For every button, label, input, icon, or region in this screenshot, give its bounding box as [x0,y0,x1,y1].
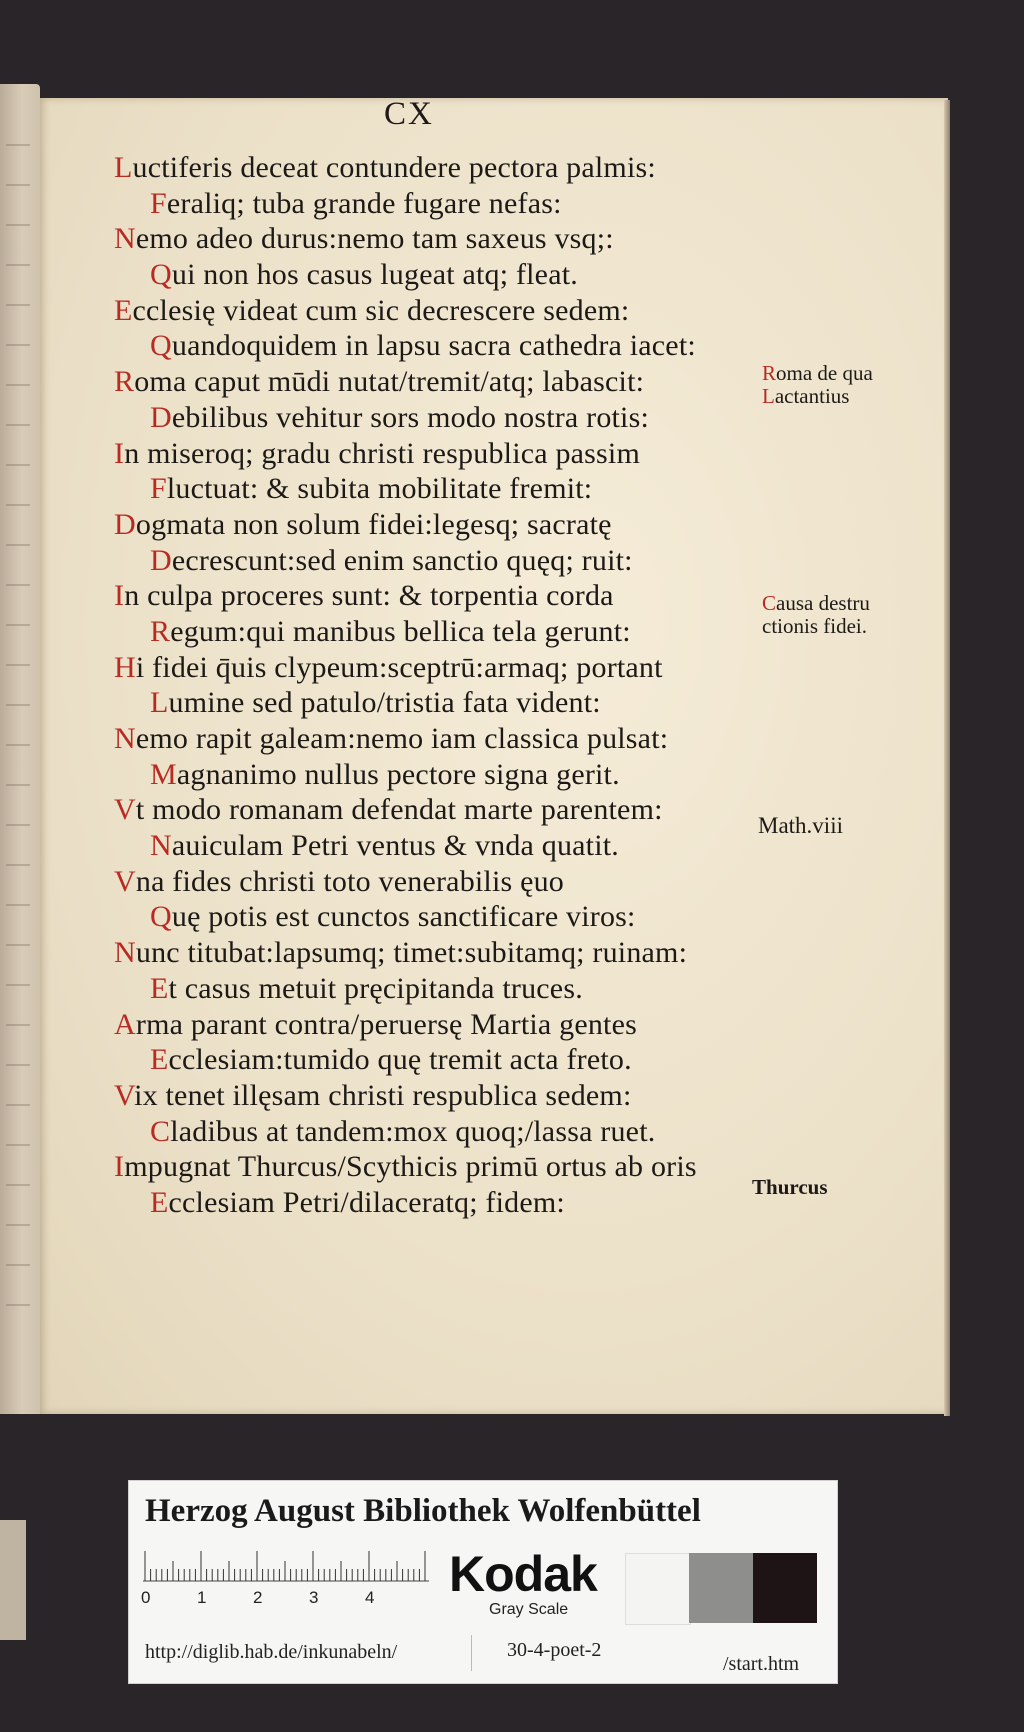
verse-line [114,685,754,721]
verse-line [114,792,754,828]
verse-line [114,221,754,257]
verse-text: ecrescunt:sed enim sanctio quęq; ruit: [171,543,633,577]
verse-text: ebilibus vehitur sors modo nostra rotis: [171,400,650,434]
library-name: Herzog August Bibliothek Wolfenbüttel [145,1493,701,1529]
show-through-mark [6,264,30,266]
verse-text: cclesiam:tumido quę tremit acta freto. [168,1043,632,1077]
rubricated-initial: V [114,864,136,898]
verse-line [114,186,754,222]
show-through-mark [6,1024,30,1026]
verse-text: t casus metuit pręcipitanda truces. [168,971,583,1005]
verse-line [114,757,754,793]
show-through-mark [6,864,30,866]
marginal-note-math: Math.viii [758,813,843,838]
rubricated-initial: R [114,365,135,399]
show-through-mark [6,184,30,186]
verse-line [114,364,754,400]
verse-line [114,721,754,757]
verse-column [114,150,754,1221]
verse-text: rma parant contra/peruersę Martia gentes [135,1007,637,1041]
verse-text: auiculam Petri ventus & vnda quatit. [171,829,619,863]
verse-line [114,614,754,650]
verse-line [114,150,754,186]
show-through-mark [6,144,30,146]
show-through-mark [6,824,30,826]
verse-text: ogmata non solum fidei:legesq; sacratę [135,507,612,541]
show-through-mark [6,1224,30,1226]
color-calibration-strip [128,1480,838,1684]
verse-text: oma caput mūdi nutat/tremit/atq; labascit: [134,365,645,399]
ruler-number: 4 [365,1588,375,1607]
show-through-mark [6,464,30,466]
verse-text: eraliq; tuba grande fugare nefas: [166,186,562,220]
rubricated-initial: N [150,829,172,863]
kodak-subtitle: Gray Scale [489,1601,569,1618]
verse-text: umine sed patulo/tristia fata vident: [168,686,601,720]
ruler-number: 3 [309,1588,319,1607]
show-through-mark [6,384,30,386]
adjacent-page-tab [0,1520,26,1640]
show-through-mark [6,904,30,906]
rubricated-initial: L [114,151,133,184]
verse-line [114,436,754,472]
rubricated-initial: I [114,579,125,613]
gray-patch-gray [689,1553,753,1623]
url-right: /start.htm [723,1653,800,1675]
rubricated-initial: E [150,1043,169,1077]
verse-text: i fidei q̄uis clypeum:sceptrū:armaq; portant [135,650,663,684]
verse-line [114,1114,754,1150]
show-through-mark [6,544,30,546]
verse-line [114,971,754,1007]
verse-line [114,864,754,900]
rubricated-initial: M [150,757,177,791]
verse-line [114,828,754,864]
page-edge-shadow [944,100,950,1416]
ruler-number: 2 [253,1588,263,1607]
verse-line [114,400,754,436]
rubricated-initial: N [114,222,136,256]
verse-line [114,543,754,579]
show-through-mark [6,1104,30,1106]
marginal-note-roma: Roma de qua Lactantius [762,361,873,408]
verse-text: ui non hos casus lugeat atq; fleat. [171,258,578,292]
rubricated-initial: D [114,507,136,541]
rubricated-initial: D [150,543,172,577]
rubricated-initial: R [150,614,171,648]
show-through-mark [6,304,30,306]
rubricated-initial: I [114,1150,125,1184]
rubricated-initial: V [114,793,136,827]
verse-text: ladibus at tandem:mox quoq;/lassa ruet. [170,1114,656,1148]
ruler-number: 0 [141,1588,151,1607]
verse-line [114,1078,754,1114]
verse-text: t modo romanam defendat marte parentem: [135,793,663,827]
adjacent-page-edge [0,84,40,1414]
show-through-mark [6,1304,30,1306]
verse-line [114,1042,754,1078]
verse-text: emo adeo durus:nemo tam saxeus vsq;: [135,222,614,256]
verse-line [114,328,754,364]
verse-text: unc titubat:lapsumq; timet:subitamq; ruinam: [135,936,688,970]
show-through-mark [6,984,30,986]
verse-text: uctiferis deceat contundere pectora palmis: [132,151,656,184]
folio-number: CX [384,96,434,132]
show-through-mark [6,1264,30,1266]
verse-line [114,507,754,543]
show-through-mark [6,1184,30,1186]
verse-text: agnanimo nullus pectore signa gerit. [176,757,620,791]
verse-line [114,899,754,935]
show-through-mark [6,344,30,346]
show-through-mark [6,944,30,946]
show-through-mark [6,624,30,626]
rubricated-initial: H [114,650,136,684]
rubricated-initial: C [150,1114,171,1148]
verse-line [114,650,754,686]
verse-text: emo rapit galeam:nemo iam classica pulsat: [135,722,669,755]
show-through-mark [6,424,30,426]
rubricated-initial: F [150,186,167,220]
verse-line [114,1185,754,1221]
marginal-note-causa: Causa destru ctionis fidei. [762,591,870,638]
verse-line [114,935,754,971]
rubricated-initial: V [114,1078,135,1112]
show-through-mark [6,744,30,746]
verse-text: mpugnat Thurcus/Scythicis primū ortus ab oris [124,1150,697,1184]
show-through-mark [6,584,30,586]
rubricated-initial: E [150,971,169,1005]
verse-line [114,1007,754,1043]
rubricated-initial: A [114,1007,136,1041]
verse-text: uę potis est cunctos sanctificare viros: [171,900,636,934]
verse-text: cclesię videat cum sic decrescere sedem: [132,293,630,327]
show-through-mark [6,664,30,666]
rubricated-initial: E [150,1185,169,1219]
scale-ruler [143,1547,433,1607]
verse-line [114,471,754,507]
rubricated-initial: E [114,293,133,327]
rubricated-initial: N [114,936,136,970]
verse-text: egum:qui manibus bellica tela gerunt: [170,614,631,648]
show-through-mark [6,1064,30,1066]
show-through-mark [6,504,30,506]
show-through-mark [6,224,30,226]
show-through-mark [6,1144,30,1146]
rubricated-initial: L [150,686,169,720]
rubricated-initial: Q [150,329,172,363]
kodak-logo: Kodak [449,1546,597,1602]
ruler-number: 1 [197,1588,207,1607]
rubricated-initial: Q [150,900,172,934]
url-left: http://diglib.hab.de/inkunabeln/ [145,1641,398,1663]
marginal-note-thurcus: Thurcus [752,1175,828,1199]
verse-line [114,257,754,293]
show-through-mark [6,784,30,786]
verse-text: cclesiam Petri/dilaceratq; fidem: [168,1185,565,1219]
gray-patch-white [625,1553,691,1625]
verse-text: ix tenet illęsam christi respublica sedem: [134,1078,632,1112]
strip-divider [471,1635,472,1671]
show-through-mark [6,704,30,706]
gray-patch-black [753,1553,817,1623]
verse-text: uandoquidem in lapsu sacra cathedra iacet: [171,329,696,363]
rubricated-initial: Q [150,258,172,292]
rubricated-initial: D [150,400,172,434]
verse-text: na fides christi toto venerabilis ęuo [135,864,564,898]
rubricated-initial: N [114,722,136,755]
verse-line [114,1149,754,1185]
rubricated-initial: F [150,472,167,506]
verse-text: n culpa proceres sunt: & torpentia corda [124,579,614,613]
shelfmark: 30-4-poet-2 [507,1639,602,1661]
verse-text: luctuat: & subita mobilitate fremit: [166,472,593,506]
verse-text: n miseroq; gradu christi respublica passim [124,436,640,470]
verse-line [114,578,754,614]
verse-line [114,293,754,329]
rubricated-initial: I [114,436,125,470]
